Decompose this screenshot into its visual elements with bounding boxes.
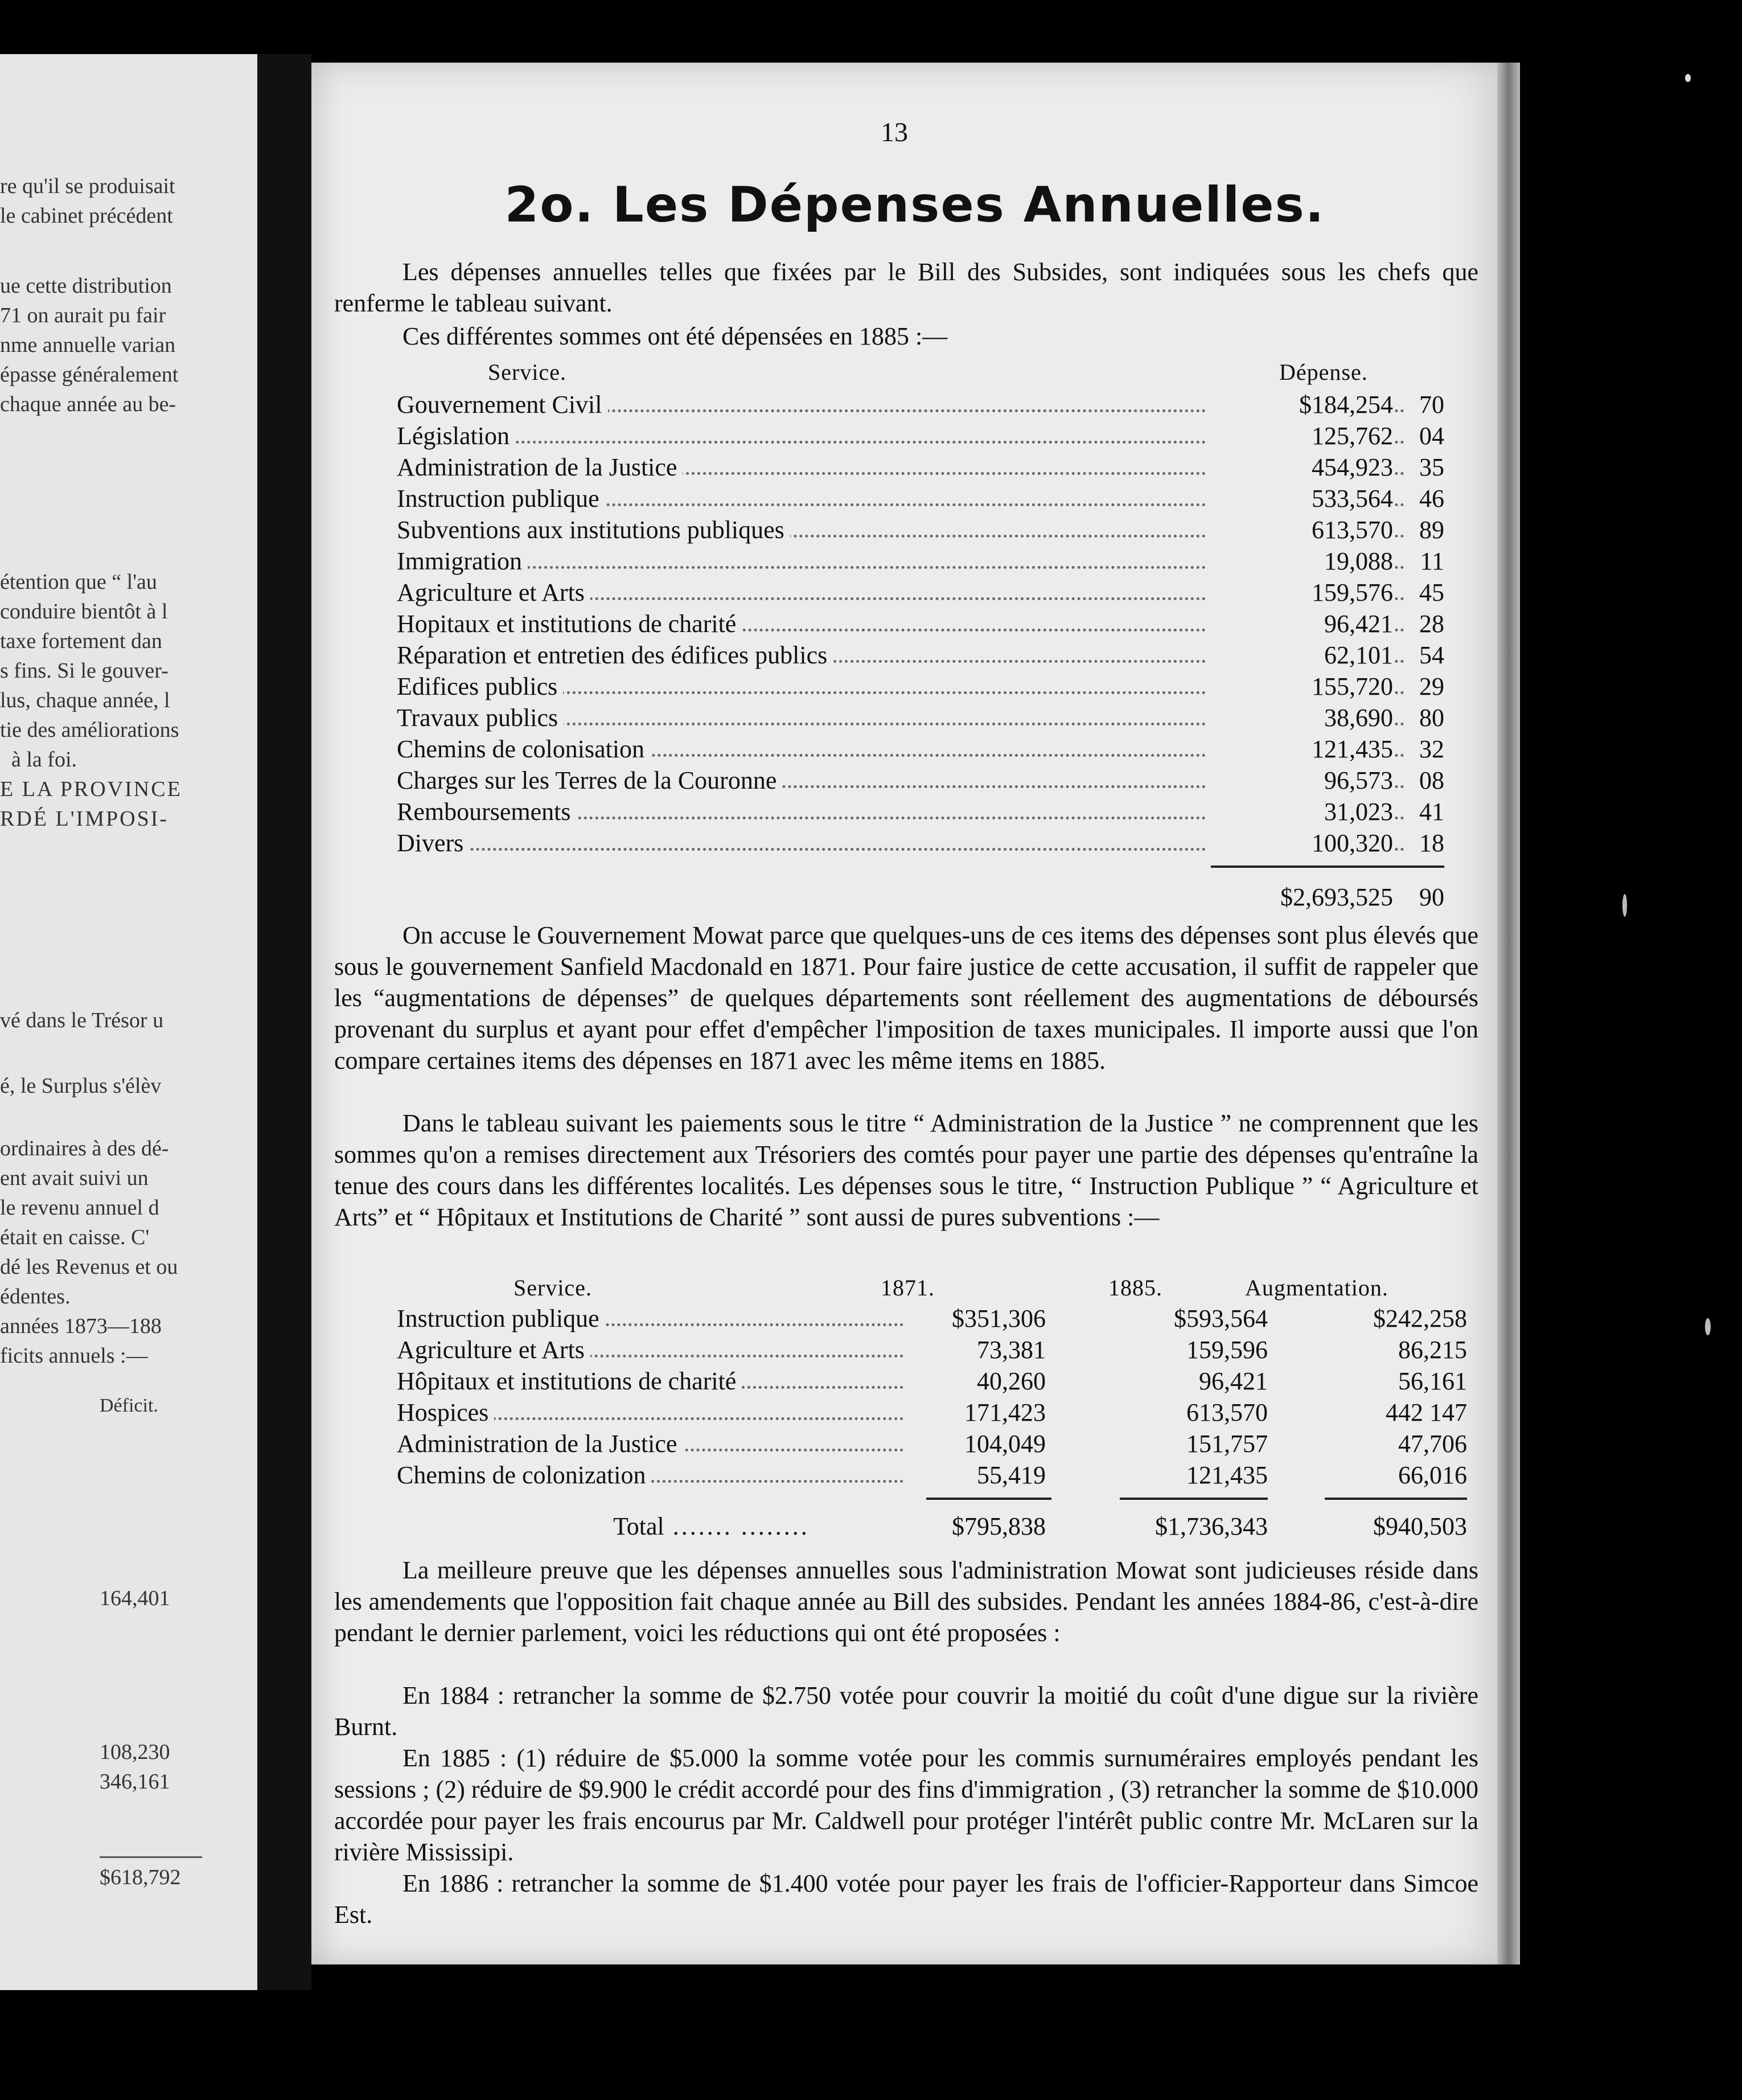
table2-header-1885: 1885.	[1108, 1275, 1162, 1301]
row-1885: $593,564	[1174, 1305, 1268, 1332]
row-1885: 96,421	[1199, 1367, 1268, 1395]
facing-line: s fins. Si le gouver-	[0, 659, 169, 683]
row-1885: 159,596	[1186, 1336, 1268, 1364]
row-service: Agriculture et Arts	[397, 578, 590, 607]
facing-line: taxe fortement dan	[0, 629, 162, 653]
row-cents: 41	[1404, 797, 1444, 826]
scan-speck	[1622, 894, 1627, 917]
table-row	[397, 1461, 1467, 1492]
facing-line: années 1873—188	[0, 1314, 162, 1338]
facing-line: lus, chaque année, l	[0, 688, 170, 712]
row-augmentation: 442 147	[1386, 1398, 1467, 1426]
table2-header-augmentation: Augmentation.	[1245, 1275, 1388, 1301]
row-service: Immigration	[397, 547, 528, 576]
table2-total-1871: $795,838	[952, 1512, 1046, 1540]
deficit-amount: 346,161	[100, 1770, 170, 1794]
table-row	[397, 1398, 1467, 1429]
row-service: Agriculture et Arts	[397, 1335, 590, 1364]
row-1871: 171,423	[964, 1398, 1046, 1426]
facing-line: re qu'il se produisait	[0, 174, 175, 198]
paragraph: En 1884 : retrancher la somme de $2.750 votée pour couvrir la moitié du coût d'une digue sur la rivière Burnt.	[334, 1681, 1478, 1741]
facing-page	[0, 54, 257, 1990]
facing-line: nme annuelle varian	[0, 333, 176, 357]
paragraph: On accuse le Gouvernement Mowat parce que quelques-uns de ces items des dépenses sont plus élevés que sous le gouvernement Sanfield Macdonald en 1871. Pour faire justice de cette accusation, il suffit de rappeler que les “augmentations de dépenses” de quelques départements sont réellement des augmentations de déboursés provenant du surplus et ayant pour effet d'empêcher l'imposition de taxes municipales. Il importe aussi que l'on compare certaines items des dépenses en 1871 avec les même items en 1885.	[334, 921, 1478, 1074]
row-cents: 32	[1404, 735, 1444, 764]
facing-line: épasse généralement	[0, 363, 179, 387]
row-service: Chemins de colonization	[397, 1461, 651, 1490]
facing-line: RDÉ L'IMPOSI-	[0, 807, 169, 831]
row-service: Administration de la Justice	[397, 453, 683, 482]
scan-speck	[1685, 74, 1691, 82]
page-edge	[1497, 63, 1520, 1964]
table1-total: $2,693,525	[1280, 883, 1393, 911]
row-dollars: 159,576	[1205, 578, 1393, 607]
paragraph: Dans le tableau suivant les paiements sous le titre “ Administration de la Justice ” ne comprennent que les sommes qu'on a remises directement aux Trésoriers des comtés pour payer une partie des dépenses qu'entraîne la tenue des cours dans les différentes localités. Les dépenses sous le titre, “ Instruction Publique ” “ Agriculture et Arts” et “ Hôpitaux et Institutions de Charité ” sont aussi de pures subventions :—	[334, 1109, 1478, 1231]
row-dollars: 454,923	[1205, 453, 1393, 482]
table-row	[397, 421, 1444, 453]
table-row	[397, 1367, 1467, 1398]
row-cents: 70	[1404, 390, 1444, 419]
facing-line: 71 on aurait pu fair	[0, 303, 166, 327]
row-cents: 04	[1404, 421, 1444, 450]
row-service: Hôpitaux et institutions de charité	[397, 1367, 742, 1396]
row-1885: 121,435	[1186, 1461, 1268, 1489]
facing-line: le revenu annuel d	[0, 1196, 159, 1220]
table-row	[397, 1304, 1467, 1335]
table2-total-label: Total ....... ........	[613, 1512, 810, 1540]
row-cents: 46	[1404, 484, 1444, 513]
facing-line: vé dans le Trésor u	[0, 1008, 164, 1032]
facing-line: chaque année au be-	[0, 392, 176, 416]
deficit-total: $618,792	[100, 1865, 181, 1889]
facing-line: était en caisse. C'	[0, 1225, 150, 1249]
table-row	[397, 641, 1444, 672]
table-row	[397, 1429, 1467, 1461]
facing-line: à la foi.	[11, 748, 77, 772]
row-dollars: 125,762	[1205, 421, 1393, 450]
document-page	[311, 63, 1518, 1964]
total-rule	[100, 1856, 202, 1858]
row-1885: 151,757	[1186, 1430, 1268, 1458]
row-cents: 35	[1404, 453, 1444, 482]
table2-total-augmentation: $940,503	[1373, 1512, 1467, 1540]
table-row	[397, 672, 1444, 703]
row-cents: 08	[1404, 766, 1444, 795]
row-service: Remboursements	[397, 797, 577, 826]
row-dollars: 96,421	[1205, 609, 1393, 638]
table-row	[397, 515, 1444, 547]
table-row	[397, 484, 1444, 515]
scan-speck	[1705, 1318, 1711, 1335]
row-service: Hopitaux et institutions de charité	[397, 609, 742, 638]
row-augmentation: 66,016	[1398, 1461, 1467, 1489]
row-dollars: 62,101	[1205, 641, 1393, 670]
table2-header-service: Service.	[513, 1275, 592, 1301]
table-row	[397, 766, 1444, 797]
row-1871: 104,049	[964, 1430, 1046, 1458]
row-dollars: 100,320	[1205, 828, 1393, 858]
row-dollars: 31,023	[1205, 797, 1393, 826]
row-dollars: 533,564	[1205, 484, 1393, 513]
table2-rule-aug	[1325, 1498, 1467, 1500]
row-cents: 54	[1404, 641, 1444, 670]
table-row	[397, 578, 1444, 609]
row-service: Travaux publics	[397, 703, 564, 732]
row-augmentation: 47,706	[1398, 1430, 1467, 1458]
paragraph: La meilleure preuve que les dépenses annuelles sous l'administration Mowat sont judicieuses réside dans les amendements que l'opposition fait chaque année au Bill des subsides. Pendant les années 1884-86, c'est-à-dire pendant le dernier parlement, voici les réductions qui ont été proposées :	[334, 1556, 1478, 1647]
facing-line: étention que “ l'au	[0, 570, 157, 594]
row-cents: 11	[1404, 547, 1444, 576]
facing-line: ordinaires à des dé-	[0, 1137, 169, 1160]
row-augmentation: $242,258	[1373, 1305, 1467, 1332]
table-row	[397, 609, 1444, 641]
row-cents: 89	[1404, 515, 1444, 544]
table-row	[397, 453, 1444, 484]
facing-line: le cabinet précédent	[0, 204, 173, 228]
row-service: Législation	[397, 421, 515, 450]
row-service: Administration de la Justice	[397, 1429, 683, 1458]
row-1871: 73,381	[977, 1336, 1046, 1364]
row-dollars: 19,088	[1205, 547, 1393, 576]
row-dollars: 38,690	[1205, 703, 1393, 732]
table-row	[397, 735, 1444, 766]
row-service: Instruction publique	[397, 484, 605, 513]
intro-paragraph: Les dépenses annuelles telles que fixées par le Bill des Subsides, sont indiquées sous les chefs que renferme le tableau suivant.	[334, 258, 1478, 317]
table-row	[397, 547, 1444, 578]
page-title: 2o. Les Dépenses Annuelles.	[504, 177, 1325, 233]
facing-line: ent avait suivi un	[0, 1166, 149, 1190]
table1-header-service: Service.	[488, 359, 566, 385]
row-cents: 45	[1404, 578, 1444, 607]
row-1871: 40,260	[977, 1367, 1046, 1395]
row-1885: 613,570	[1186, 1398, 1268, 1426]
table-row	[397, 390, 1444, 421]
row-dollars: 155,720	[1205, 672, 1393, 701]
row-dollars: 96,573	[1205, 766, 1393, 795]
facing-line: dé les Revenus et ou	[0, 1255, 178, 1279]
table1-header-expense: Dépense.	[1279, 359, 1368, 385]
row-service: Instruction publique	[397, 1304, 605, 1333]
facing-line: ficits annuels :—	[0, 1344, 148, 1368]
row-service: Edifices publics	[397, 672, 563, 701]
paragraph: En 1885 : (1) réduire de $5.000 la somme votée pour les commis surnuméraires employés pendant les sessions ; (2) réduire de $9.900 le crédit accordé pour des fins d'immigration , (3) retrancher la somme de $10.000 accordée pour payer les frais encourus par Mr. Caldwell pour protéger l'intérêt public contre Mr. McLaren sur la rivière Mississipi.	[334, 1744, 1478, 1866]
row-cents: 18	[1404, 828, 1444, 858]
table2-rule-1885	[1120, 1498, 1268, 1500]
table1-total-rule	[1211, 866, 1444, 868]
table2-rule-1871	[926, 1498, 1051, 1500]
row-cents: 28	[1404, 609, 1444, 638]
book-gutter	[257, 54, 311, 1990]
row-cents: 29	[1404, 672, 1444, 701]
row-1871: 55,419	[977, 1461, 1046, 1489]
table-row	[397, 797, 1444, 828]
table-row	[397, 703, 1444, 735]
row-augmentation: 56,161	[1398, 1367, 1467, 1395]
deficit-label: Déficit.	[100, 1395, 158, 1416]
row-dollars: $184,254	[1205, 390, 1393, 419]
row-service: Subventions aux institutions publiques	[397, 515, 790, 544]
row-service: Hospices	[397, 1398, 494, 1427]
facing-line: ue cette distribution	[0, 274, 172, 298]
row-dollars: 121,435	[1205, 735, 1393, 764]
row-augmentation: 86,215	[1398, 1336, 1467, 1364]
table-row	[397, 828, 1444, 860]
facing-line: E LA PROVINCE	[0, 777, 182, 801]
facing-line: édentes.	[0, 1285, 71, 1309]
table2-total-1885: $1,736,343	[1155, 1512, 1268, 1540]
row-service: Gouvernement Civil	[397, 390, 608, 419]
row-dollars: 613,570	[1205, 515, 1393, 544]
facing-line: tie des améliorations	[0, 718, 179, 742]
facing-line: conduire bientôt à l	[0, 600, 168, 624]
row-service: Chemins de colonisation	[397, 735, 650, 764]
facing-line: é, le Surplus s'élèv	[0, 1074, 162, 1098]
row-1871: $351,306	[952, 1305, 1046, 1332]
deficit-amount: 108,230	[100, 1740, 170, 1764]
table-row	[397, 1335, 1467, 1367]
table1-total-cents: 90	[1419, 883, 1444, 911]
page-number: 13	[881, 117, 908, 147]
row-service: Réparation et entretien des édifices publics	[397, 641, 833, 670]
row-service: Charges sur les Terres de la Couronne	[397, 766, 782, 795]
table2-header-1871: 1871.	[881, 1275, 935, 1301]
row-service: Divers	[397, 828, 469, 858]
intro-line: Ces différentes sommes ont été dépensées en 1885 :—	[402, 322, 948, 350]
row-cents: 80	[1404, 703, 1444, 732]
paragraph: En 1886 : retrancher la somme de $1.400 votée pour payer les frais de l'officier-Rapporteur dans Simcoe Est.	[334, 1869, 1478, 1929]
deficit-amount: 164,401	[100, 1586, 170, 1610]
